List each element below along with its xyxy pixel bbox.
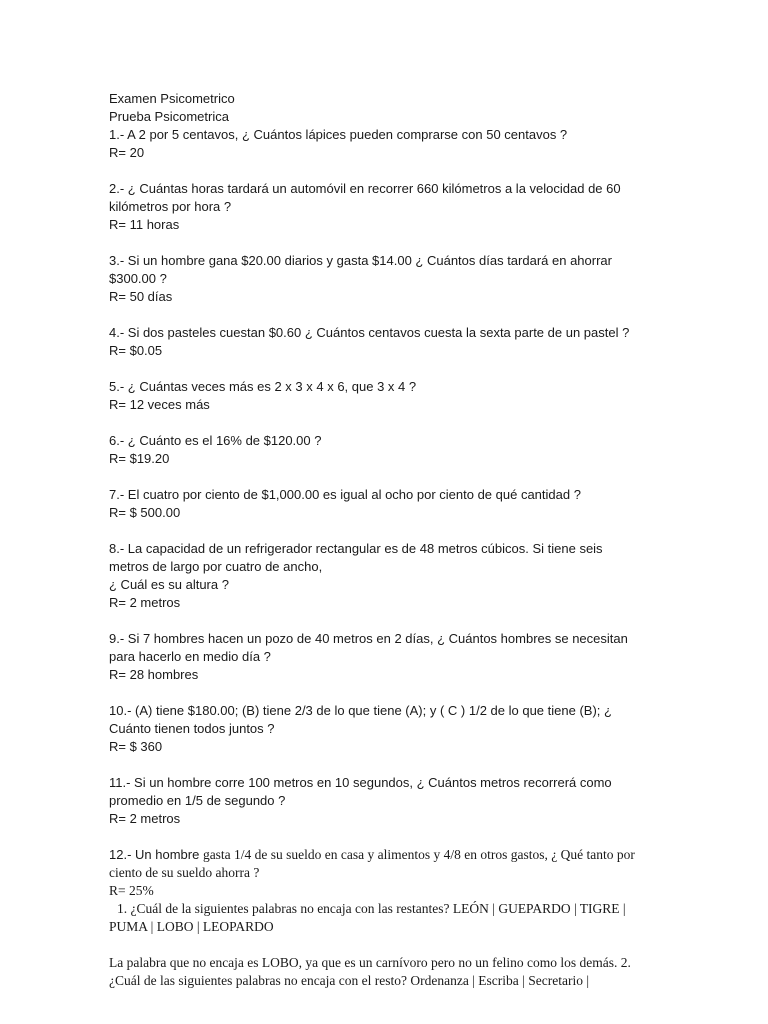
- question-text: promedio en 1/5 de segundo ?: [109, 793, 286, 808]
- question-text: para hacerlo en medio día ?: [109, 649, 271, 664]
- answer-text: R= 12 veces más: [109, 397, 210, 412]
- question-text: 9.- Si 7 hombres hacen un pozo de 40 metros en 2 días, ¿ Cuántos hombres se necesitan: [109, 631, 628, 646]
- question-text: 6.- ¿ Cuánto es el 16% de $120.00 ?: [109, 433, 322, 448]
- question-6: [109, 432, 669, 468]
- answer-text: R= 2 metros: [109, 811, 181, 826]
- question-text: 11.- Si un hombre corre 100 metros en 10 segundos, ¿ Cuántos metros recorrerá como: [109, 775, 612, 790]
- question-4: [109, 324, 669, 360]
- answer-text: R= 2 metros: [109, 595, 181, 610]
- answer-text: R= 20: [109, 145, 145, 160]
- question-2: [109, 180, 669, 234]
- question-text: $300.00 ?: [109, 271, 167, 286]
- question-3: [109, 252, 669, 306]
- extra-paragraph: La palabra que no encaja es LOBO, ya que es un carnívoro pero no un felino como los demás. 2.: [109, 955, 631, 970]
- question-12-rest: gasta 1/4 de su sueldo en casa y alimentos y 4/8 en otros gastos, ¿ Qué tanto por: [202, 847, 635, 862]
- question-text: 3.- Si un hombre gana $20.00 diarios y gasta $14.00 ¿ Cuántos días tardará en ahorrar: [109, 253, 612, 268]
- question-text: 2.- ¿ Cuántas horas tardará un automóvil en recorrer 660 kilómetros a la velocidad de 60: [109, 181, 621, 196]
- question-text: 4.- Si dos pasteles cuestan $0.60 ¿ Cuántos centavos cuesta la sexta parte de un pastel ?: [109, 325, 630, 340]
- answer-text: R= 50 días: [109, 289, 173, 304]
- answer-text: R= 25%: [109, 883, 154, 898]
- question-text: 7.- El cuatro por ciento de $1,000.00 es igual al ocho por ciento de qué cantidad ?: [109, 487, 581, 502]
- answer-text: R= 28 hombres: [109, 667, 199, 682]
- question-text: 5.- ¿ Cuántas veces más es 2 x 3 x 4 x 6, que 3 x 4 ?: [109, 379, 417, 394]
- answer-text: R= 11 horas: [109, 217, 180, 232]
- extra-item-1: 1. ¿Cuál de la siguientes palabras no encaja con las restantes? LEÓN | GUEPARDO | TIGRE |: [117, 901, 626, 916]
- question-text: [109, 846, 669, 864]
- question-5: [109, 378, 669, 414]
- question-text: 8.- La capacidad de un refrigerador rectangular es de 48 metros cúbicos. Si tiene seis: [109, 541, 603, 556]
- question-12: [109, 846, 669, 900]
- question-text: kilómetros por hora ?: [109, 199, 232, 214]
- question-text: 10.- (A) tiene $180.00; (B) tiene 2/3 de lo que tiene (A); y ( C ) 1/2 de lo que tiene (B); ¿: [109, 703, 612, 718]
- question-9: [109, 630, 669, 684]
- question-text: ¿ Cuál es su altura ?: [109, 577, 229, 592]
- question-text: metros de largo por cuatro de ancho,: [109, 559, 323, 574]
- question-text: 1.- A 2 por 5 centavos, ¿ Cuántos lápices pueden comprarse con 50 centavos ?: [109, 127, 568, 142]
- document-page: [109, 90, 669, 990]
- answer-text: R= $ 360: [109, 739, 163, 754]
- question-7: [109, 486, 669, 522]
- question-text: ciento de su sueldo ahorra ?: [109, 865, 260, 880]
- question-10: [109, 702, 669, 756]
- answer-text: R= $0.05: [109, 343, 163, 358]
- document-subtitle: Prueba Psicometrica: [109, 109, 229, 124]
- question-8: [109, 540, 669, 612]
- question-1: [109, 126, 669, 162]
- question-text: Cuánto tienen todos juntos ?: [109, 721, 275, 736]
- extra-item-1-cont: PUMA | LOBO | LEOPARDO: [109, 919, 274, 934]
- question-12-lead: 12.- Un hombre: [109, 847, 203, 862]
- question-11: [109, 774, 669, 828]
- document-title: Examen Psicometrico: [109, 91, 235, 106]
- answer-text: R= $ 500.00: [109, 505, 181, 520]
- extra-paragraph-cont: ¿Cuál de las siguientes palabras no encaja con el resto? Ordenanza | Escriba | Secretario |: [109, 973, 590, 988]
- answer-text: R= $19.20: [109, 451, 170, 466]
